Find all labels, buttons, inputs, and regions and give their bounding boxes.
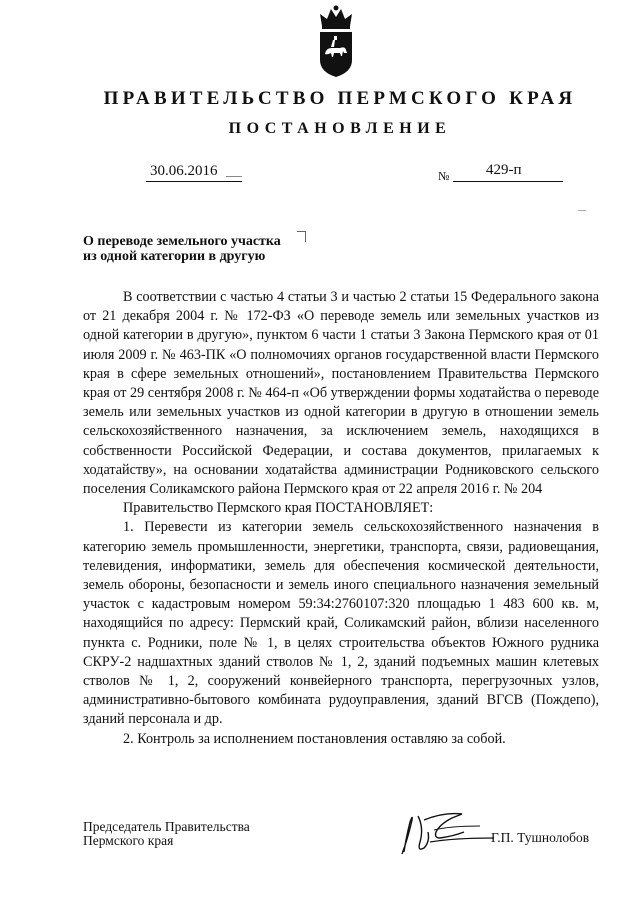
item-1-paragraph: 1. Перевести из категории земель сельскохозяйственного назначения в категорию земель промышленности, энергетики, транспорта, связи, радиовещания, телевидения, информатики, земель для обеспечения космической деятельности, земель обороны, безопасности и земель иного специального назначения земельный участок с кадастровым номером 59:34:2760107:320 площадью 1 483 600 кв. м, находящийся по адресу: Пермский край, Соликамский район, вблизи населенного пункта с. Родники, поле № 1, в целях строительства объектов Южного рудника СКРУ-2 надшахтных зданий стволов № 1, 2, зданий подъемных машин клетевых стволов № 1, 2, сооружений конвейерного транспорта, перегрузочных узлов, административно-бытового комбината рудоуправления, зданий ВГСВ (Пождепо), зданий персонала и др. [83, 519, 599, 728]
signatory-position [83, 820, 250, 848]
item-2-paragraph: 2. Контроль за исполнением постановления оставляю за собой. [123, 730, 506, 747]
coat-of-arms-icon [314, 4, 358, 78]
date-underline-tick [226, 176, 242, 177]
number-underline [453, 181, 563, 182]
decree-number: 429-п [486, 162, 522, 178]
decree-date: 30.06.2016 [150, 163, 218, 179]
resolves-paragraph: Правительство Пермского края ПОСТАНОВЛЯЕТ: [123, 500, 434, 517]
preamble-paragraph: В соответствии с частью 4 статьи 3 и частью 2 статьи 15 Федерального закона от 21 декабря 2004 г. № 172-ФЗ «О переводе земель или земельных участков из одной категории в другую», пунктом 6 части 1 статьи 3 Закона Пермского края от 01 июля 2009 г. № 463-ПК «О полномочиях органов государственной власти Пермского края в сфере земельных отношений», постановлением Правительства Пермского края от 29 сентября 2008 г. № 464-п «Об утверждении формы ходатайства о переводе земель или земельных участков из одной категории в другую в отношении земель сельскохозяйственного назначения, за исключением земель, находящихся в собственности Российской Федерации, и состава документов, прилагаемых к ходатайству», на основании ходатайства администрации Родниковского сельского поселения Соликамского района Пермского края от 22 апреля 2016 г. № 204 [83, 289, 599, 498]
position-line-2: Пермского края [83, 833, 174, 848]
subject-line-2: из одной категории в другую [83, 249, 266, 264]
document-type-title: ПОСТАНОВЛЕНИЕ [228, 120, 452, 137]
subject-corner-mark [297, 231, 306, 242]
government-title: ПРАВИТЕЛЬСТВО ПЕРМСКОГО КРАЯ [103, 88, 577, 109]
decree-subject [83, 234, 281, 264]
number-sign: № [438, 169, 450, 183]
decree-body [83, 288, 599, 749]
margin-mark [578, 210, 586, 211]
position-line-1: Председатель Правительства [83, 819, 250, 834]
subject-line-1: О переводе земельного участка [83, 234, 281, 249]
handwritten-signature-icon [394, 808, 498, 858]
date-underline [146, 181, 242, 182]
signatory-name: Г.П. Тушнолобов [491, 830, 590, 845]
